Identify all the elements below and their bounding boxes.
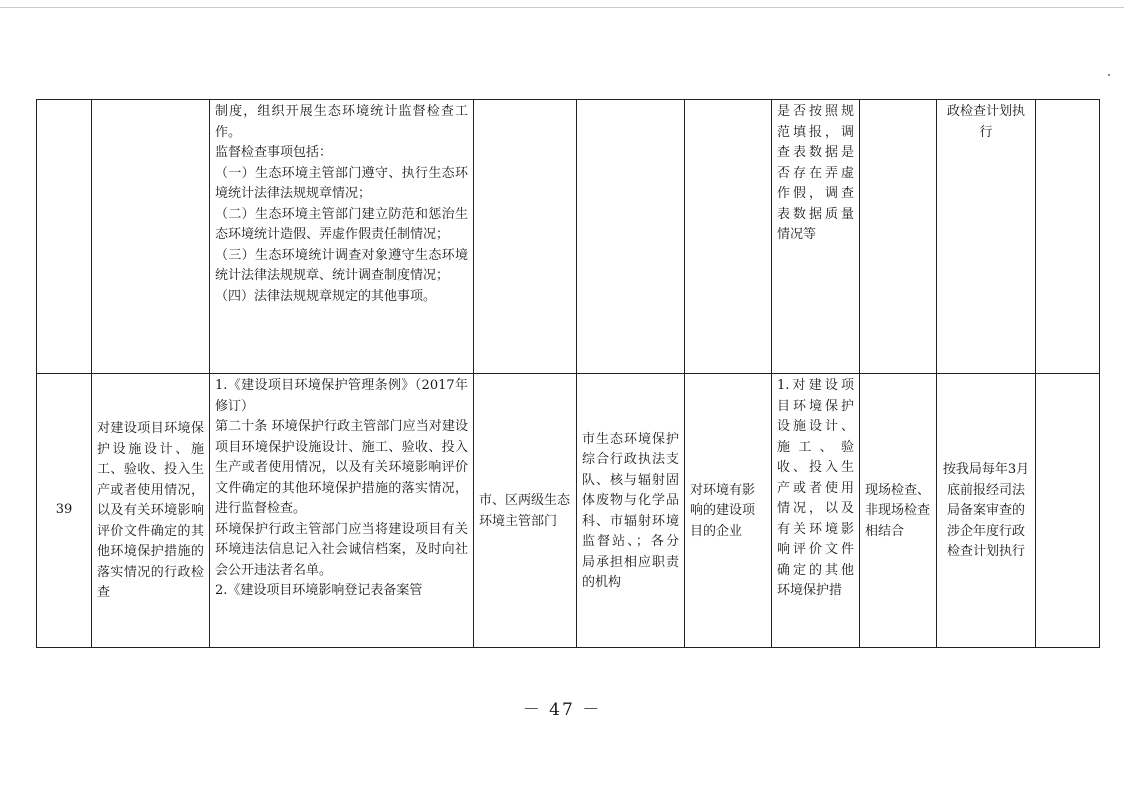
legal-basis-cell: 制度，组织开展生态环境统计监督检查工作。 监督检查事项包括： （一）生态环境主管部门遵守、执行生态环境统计法律法规规章情况； （二）生态环境主管部门建立防范和惩治生态环境统计造假、弄虚作假责任制情况； （三）生态环境统计调查对象遵守生态环境统计法律法规规章、统计调查制度情况； （四）法律法规规章规定的其他事项。 [210, 100, 474, 374]
inspection-object-cell: 对环境有影响的建设项目的企业 [685, 374, 772, 648]
inspection-subject-cell [474, 100, 577, 374]
inspection-item-cell [92, 100, 210, 374]
inspection-method-cell: 现场检查、非现场检查相结合 [860, 374, 937, 648]
inspection-frequency-cell: 政检查计划执行 [937, 100, 1036, 374]
legal-basis-cell: 1.《建设项目环境保护管理条例》（2017年修订） 第二十条 环境保护行政主管部门应当对建设项目环境保护设施设计、施工、验收、投入生产或者使用情况，以及有关环境影响评价文件确定的其他环境保护措施的落实情况，进行监督检查。 环境保护行政主管部门应当将建设项目有关环境违法信息记入社会诚信档案，及时向社会公开违法者名单。 2.《建设项目环境影响登记表备案管 [210, 374, 474, 648]
row-number-cell: 39 [37, 374, 92, 648]
inspection-content-cell: 1.对建设项目环境保护设施设计、施工、验收、投入生产或者使用情况，以及有关环境影响评价文件确定的其他环境保护措 [772, 374, 860, 648]
inspection-items-table [36, 99, 1100, 648]
page-number: － 47 － [522, 700, 602, 720]
note-cell [1036, 100, 1100, 374]
implementing-agency-cell: 市生态环境保护综合行政执法支队、核与辐射固体废物与化学品科、市辐射环境监督站、；各分局承担相应职责的机构 [577, 374, 685, 648]
inspection-frequency-cell: 按我局每年3月底前报经司法局备案审查的涉企年度行政检查计划执行 [937, 374, 1036, 648]
scan-edge-line [0, 7, 1124, 8]
inspection-item-cell: 对建设项目环境保护设施设计、施工、验收、投入生产或者使用情况，以及有关环境影响评价文件确定的其他环境保护措施的落实情况的行政检查 [92, 374, 210, 648]
inspection-method-cell [860, 100, 937, 374]
scan-artifact [1108, 74, 1110, 76]
table-row-39 [37, 374, 1100, 648]
inspection-subject-cell: 市、区两级生态环境主管部门 [474, 374, 577, 648]
note-cell [1036, 374, 1100, 648]
inspection-object-cell [685, 100, 772, 374]
row-number-cell [37, 100, 92, 374]
table-row-continued [37, 100, 1100, 374]
inspection-content-cell: 是否按照规范填报，调查表数据是否存在弄虚作假，调查表数据质量情况等 [772, 100, 860, 374]
implementing-agency-cell [577, 100, 685, 374]
